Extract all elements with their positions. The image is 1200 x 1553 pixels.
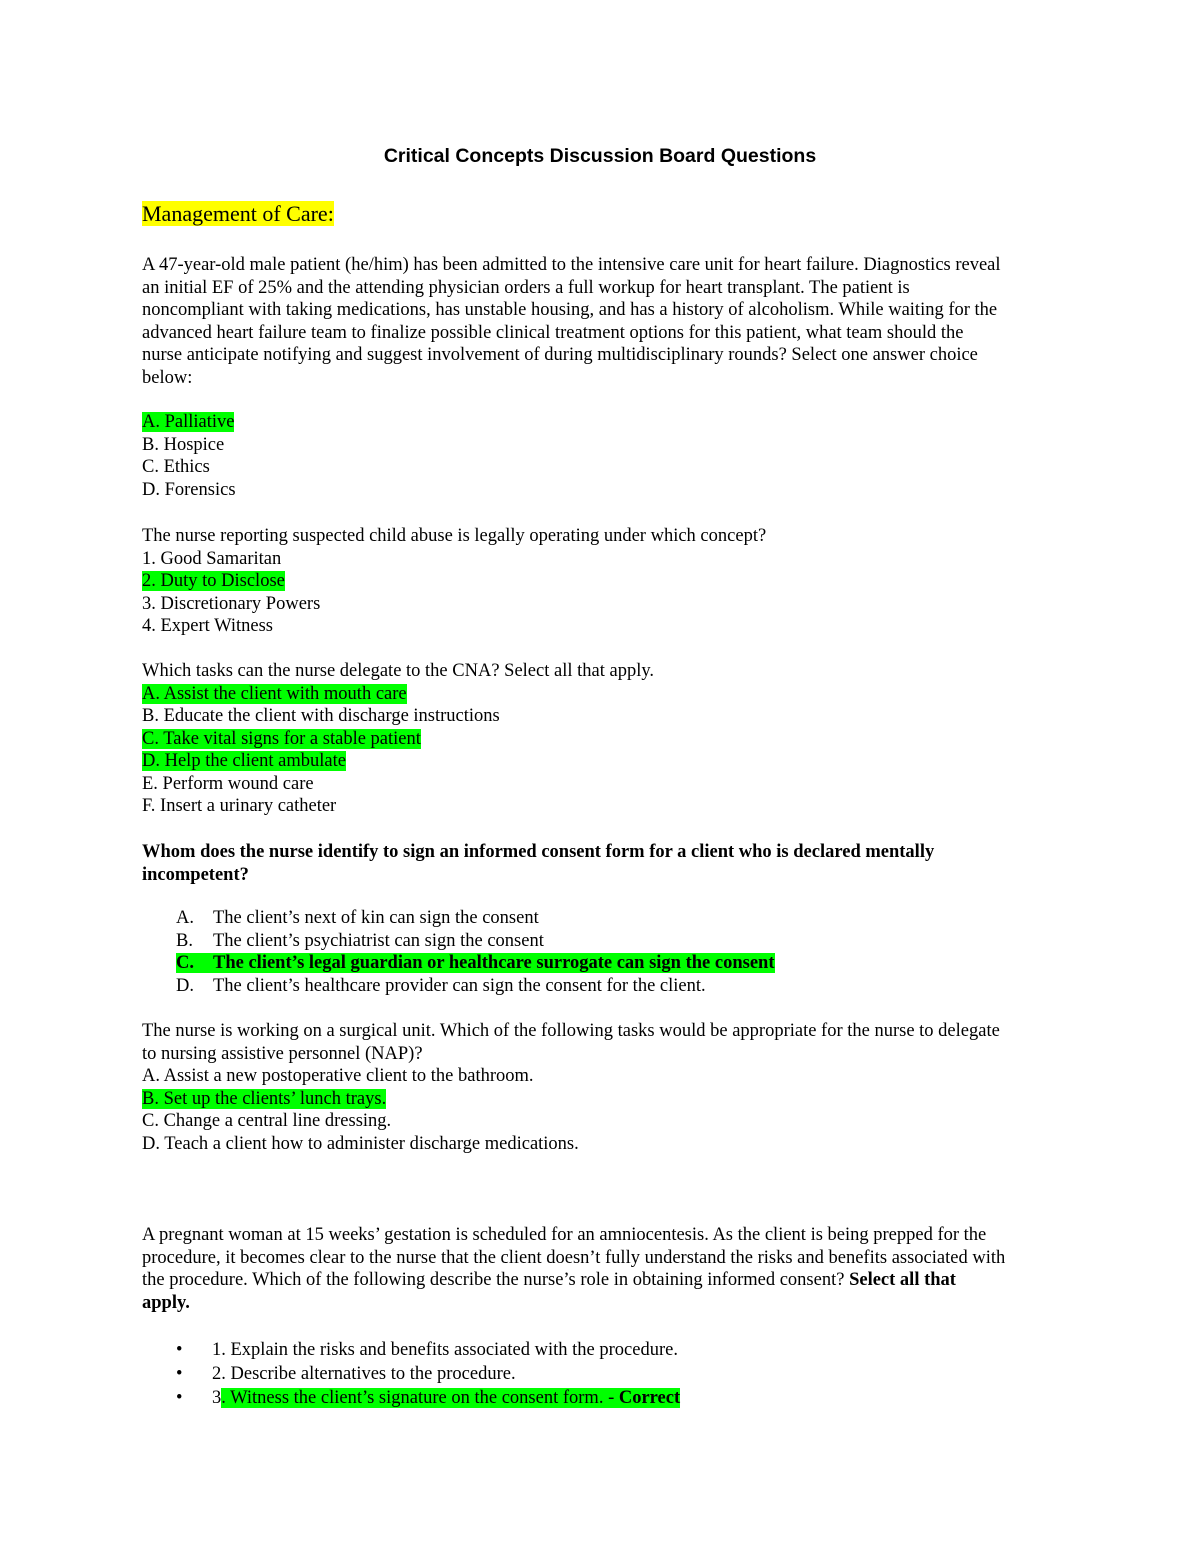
question-text-line: to nursing assistive personnel (NAP)? (142, 1043, 423, 1064)
question-text-line: The nurse reporting suspected child abuse is legally operating under which concept? (142, 526, 767, 546)
answer-option: B. Educate the client with discharge instructions (142, 706, 500, 726)
question-4 (142, 841, 1062, 886)
question-6 (142, 1224, 1062, 1314)
answer-option: E. Perform wound care (142, 773, 314, 794)
question-text-line: incompetent? (142, 864, 249, 885)
answer-option: C. Change a central line dressing. (142, 1111, 392, 1131)
bullet-icon: • (176, 1364, 183, 1384)
question-2 (142, 525, 1062, 638)
question-3 (142, 660, 1062, 818)
answer-option: 4. Expert Witness (142, 616, 273, 636)
answer-option: C. Ethics (142, 457, 210, 477)
answer-option-correct: A. Palliative (142, 412, 235, 432)
question-text-line: noncompliant with taking medications, has unstable housing, and has a history of alcoholism. While waiting for the (142, 300, 998, 320)
question-text-line: apply. (142, 1292, 190, 1313)
answer-option-correct: D. Help the client ambulate (142, 751, 346, 771)
answer-option-correct: C. The client’s legal guardian or healthcare surrogate can sign the consent (176, 953, 775, 973)
answer-option: F. Insert a urinary catheter (142, 796, 337, 816)
question-text-line: nurse anticipate notifying and suggest involvement of during multidisciplinary rounds? Select one answer choice (142, 345, 978, 365)
bullet-item: • 2. Describe alternatives to the procedure. (176, 1364, 516, 1384)
question-text-line: below: (142, 367, 193, 388)
question-4-options (176, 907, 775, 997)
answer-option: A. Assist a new postoperative client to the bathroom. (142, 1066, 534, 1086)
answer-option: B. The client’s psychiatrist can sign the consent (176, 930, 544, 951)
answer-option-correct: A. Assist the client with mouth care (142, 683, 407, 704)
answer-option: 1. Good Samaritan (142, 548, 282, 569)
section-heading (142, 200, 334, 227)
question-1-options (142, 411, 1062, 501)
bullet-item-correct: • 3. Witness the client’s signature on the consent form. - Correct (176, 1388, 681, 1408)
page-title: Critical Concepts Discussion Board Questions (383, 145, 817, 167)
answer-option: B. Hospice (142, 434, 225, 455)
question-text-line: The nurse is working on a surgical unit. Which of the following tasks would be appropriate for the nurse to delegate (142, 1021, 1000, 1041)
question-text-line: Which tasks can the nurse delegate to the CNA? Select all that apply. (142, 661, 655, 681)
answer-option: D. Teach a client how to administer discharge medications. (142, 1133, 579, 1154)
question-text-line: A 47-year-old male patient (he/him) has been admitted to the intensive care unit for heart failure. Diagnostics reveal (142, 255, 1001, 275)
answer-option-correct: C. Take vital signs for a stable patient (142, 728, 421, 749)
bullet-item: • 1. Explain the risks and benefits associated with the procedure. (176, 1340, 678, 1360)
answer-option-correct: 2. Duty to Disclose (142, 571, 285, 591)
section-heading-text: Management of Care: (142, 201, 334, 226)
answer-option: 3. Discretionary Powers (142, 593, 321, 614)
question-5 (142, 1020, 1062, 1155)
answer-option: D. Forensics (142, 479, 236, 500)
question-text-line: Whom does the nurse identify to sign an informed consent form for a client who is declared mentally (142, 842, 935, 862)
question-text-line: A pregnant woman at 15 weeks’ gestation is scheduled for an amniocentesis. As the client is being prepped for the (142, 1225, 987, 1245)
bullet-icon: • (176, 1340, 183, 1360)
answer-option: D. The client’s healthcare provider can sign the consent for the client. (176, 975, 706, 996)
question-text-line: procedure, it becomes clear to the nurse that the client doesn’t fully understand the risks and benefits associated with (142, 1247, 1006, 1268)
question-text-line: the procedure. Which of the following describe the nurse’s role in obtaining informed consent? Select all that (142, 1270, 956, 1290)
answer-option: A. The client’s next of kin can sign the consent (176, 908, 539, 928)
question-6-options (176, 1339, 680, 1411)
bullet-icon: • (176, 1388, 183, 1408)
question-1 (142, 254, 1062, 389)
answer-option-correct: B. Set up the clients’ lunch trays. (142, 1088, 387, 1109)
question-text-line: an initial EF of 25% and the attending physician orders a full workup for heart transplant. The patient is (142, 277, 910, 298)
question-text-line: advanced heart failure team to finalize possible clinical treatment options for this patient, what team should the (142, 322, 964, 343)
